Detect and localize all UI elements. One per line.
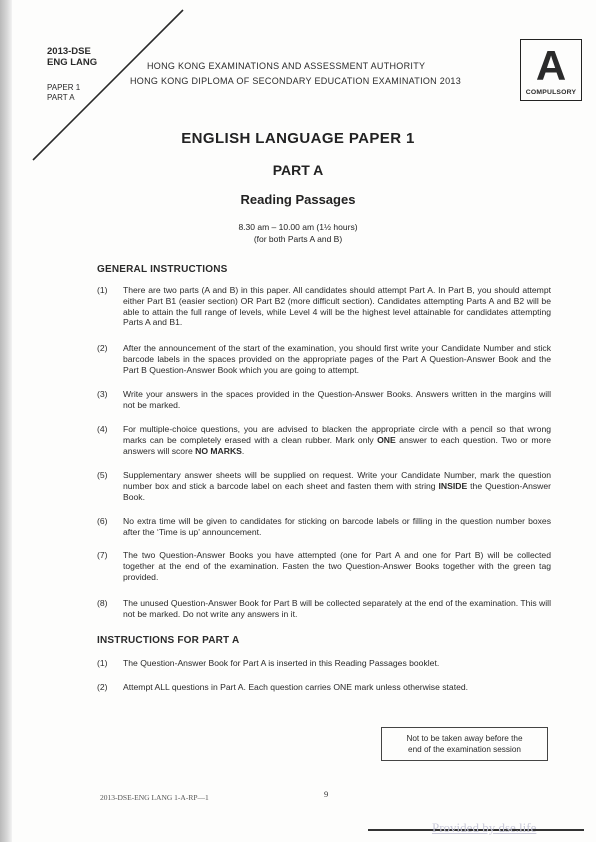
watermark-link[interactable]: Provided by dse.life <box>432 820 537 835</box>
notice-line-2: end of the examination session <box>408 745 521 754</box>
booklet-title: Reading Passages <box>240 192 356 207</box>
item-text: The two Question-Answer Books you have attempted (one for Part A and one for Part B) will be collected together at the end of the examination. Fasten the two Question-Answer Books together with the green tag provided. <box>123 550 551 582</box>
item-text: Supplementary answer sheets will be supplied on request. Write your Candidate Number, mark the question number box and stick a barcode label on each sheet and fasten them with string INSIDE the Question-Answer Book. <box>123 470 551 502</box>
item-number: (6) <box>97 516 108 526</box>
item-text: There are two parts (A and B) in this paper. All candidates should attempt Part A. In Part B, you should attempt either Part B1 (easier section) OR Part B2 (more difficult section). Candidates attempting Parts A and B2 will be able to attain the full range of levels, while Level 4 will be the highest level attainable for candidates attempting Parts A and B1. <box>123 285 551 328</box>
authority-line-2: HONG KONG DIPLOMA OF SECONDARY EDUCATION EXAMINATION 2013 <box>130 76 461 86</box>
part-label: PART A <box>47 93 75 102</box>
item-text: The Question-Answer Book for Part A is inserted in this Reading Passages booklet. <box>123 658 440 668</box>
authority-line-1: HONG KONG EXAMINATIONS AND ASSESSMENT AUTHORITY <box>147 61 426 71</box>
part-a-instructions-heading: INSTRUCTIONS FOR PART A <box>97 635 240 646</box>
item-text: Write your answers in the spaces provided in the Question-Answer Books. Answers written in the margins will not be marked. <box>123 389 551 410</box>
item-text: No extra time will be given to candidates for sticking on barcode labels or filling in the question number boxes after the ‘Time is up’ announcement. <box>123 516 551 537</box>
paper-title: ENGLISH LANGUAGE PAPER 1 <box>181 130 415 147</box>
exam-time <box>0 221 596 245</box>
time-note: (for both Parts A and B) <box>253 234 343 244</box>
item-number: (2) <box>97 682 108 692</box>
paper-label: PAPER 1 <box>47 83 81 92</box>
emphasis-no-marks: NO MARKS <box>195 445 242 456</box>
item-text: For multiple-choice questions, you are advised to blacken the appropriate circle with a pencil so that wrong marks can be completely erased with a clean rubber. Mark only ONE answer to each question. Two or more answers will score NO MARKS. <box>123 424 551 456</box>
page-number: 9 <box>324 789 329 799</box>
item-text: Attempt ALL questions in Part A. Each question carries ONE mark unless otherwise stated. <box>123 682 469 692</box>
exam-code: 2013-DSE <box>47 46 91 57</box>
notice-line-1: Not to be taken away before the <box>406 734 523 743</box>
paper-part-block <box>47 83 80 103</box>
part-title: PART A <box>272 162 324 178</box>
authority-heading <box>130 59 500 89</box>
item-number: (5) <box>97 470 108 480</box>
footer-paper-code: 2013-DSE-ENG LANG 1-A-RP—1 <box>100 793 209 802</box>
item-number: (8) <box>97 598 108 608</box>
compulsory-box <box>520 39 582 101</box>
compulsory-letter: A <box>535 42 567 89</box>
take-away-notice-box <box>381 727 548 761</box>
item-number: (1) <box>97 658 108 668</box>
item-text: After the announcement of the start of the examination, you should first write your Candidate Number and stick barcode labels in the spaces provided on the appropriate pages of the Part A Question-Answer Book and the Part B Question-Answer Book which you are going to attempt. <box>123 343 551 375</box>
emphasis-inside: INSIDE <box>438 480 468 491</box>
corner-diagonal-line <box>0 0 200 180</box>
item-number: (7) <box>97 550 108 560</box>
item-number: (2) <box>97 343 108 353</box>
subject-code: ENG LANG <box>47 57 98 68</box>
compulsory-label: COMPULSORY <box>525 89 577 96</box>
exam-code-block <box>47 46 97 68</box>
item-number: (1) <box>97 285 108 295</box>
item-number: (4) <box>97 424 108 434</box>
item-text: The unused Question-Answer Book for Part B will be collected separately at the end of the examination. This will not be marked. Do not write any answers in it. <box>123 598 551 619</box>
general-instructions-heading: GENERAL INSTRUCTIONS <box>97 264 228 275</box>
item-number: (3) <box>97 389 108 399</box>
emphasis-one: ONE <box>377 434 396 445</box>
time-range: 8.30 am – 10.00 am (1½ hours) <box>238 222 358 232</box>
